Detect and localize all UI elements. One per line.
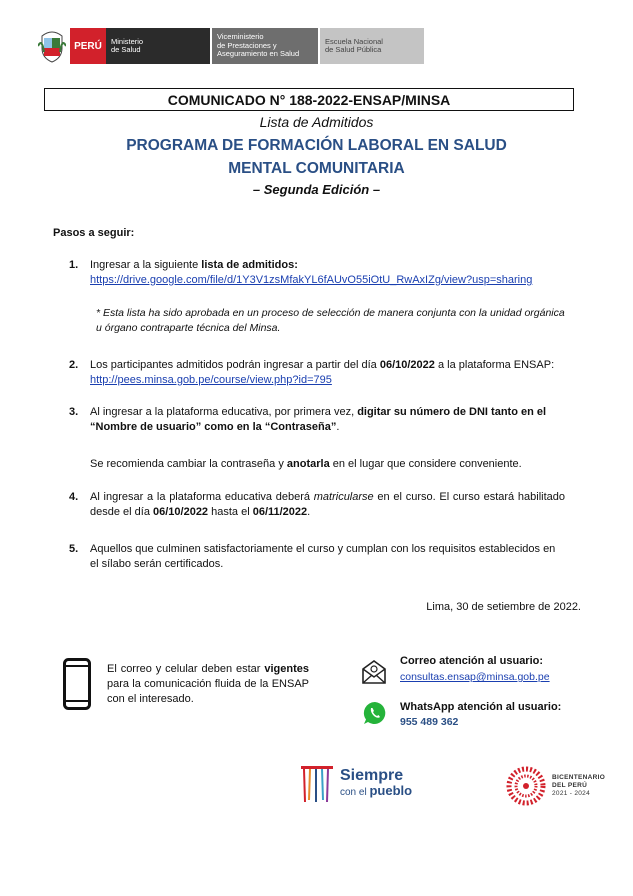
step-1-note: * Esta lista ha sido aprobada en un proceso de selección de manera conjunta con la unidad orgánica u órgano contraparte técnica del Minsa.: [96, 307, 565, 334]
step-number: 4.: [69, 491, 79, 503]
peru-badge: PERÚ: [70, 28, 106, 64]
step-number: 1.: [69, 259, 79, 271]
email-link[interactable]: consultas.ensap@minsa.gob.pe: [400, 671, 550, 683]
step-4: 4. Al ingresar a la plataforma educativa deberá matricularse en el curso. El curso estará habilitado desde el día 06/10/2022 hasta el 06/11/2022.: [69, 491, 565, 518]
program-title: PROGRAMA DE FORMACIÓN LABORAL EN SALUD MENTAL COMUNITARIA: [126, 137, 507, 177]
email-icon: [360, 658, 388, 686]
document-subtitle: Lista de Admitidos: [259, 114, 374, 130]
contact-notice: El correo y celular deben estar vigentes para la comunicación fluida de la ENSAP con el interesado.: [107, 663, 309, 705]
document-date: Lima, 30 de setiembre de 2022.: [426, 601, 581, 613]
step-number: 3.: [69, 406, 79, 418]
escuela-label: Escuela Nacional de Salud Pública: [320, 28, 424, 64]
step-1: 1. Ingresar a la siguiente lista de admitidos: https://drive.google.com/file/d/1Y3V1zsMfakYL6fAUvO55iOtU_RwAxIZg/view?usp=sharing: [69, 259, 533, 286]
viceministerio-label: Viceministerio de Prestaciones y Aseguramiento en Salud: [212, 28, 318, 64]
siempre-con-el-pueblo-logo: Siempre con el pueblo: [300, 764, 412, 804]
whatsapp-icon: [362, 700, 388, 726]
bicentenario-logo: BICENTENARIO DEL PERÚ 2021 - 2024: [506, 764, 605, 808]
admitted-list-link[interactable]: https://drive.google.com/file/d/1Y3V1zsMfakYL6fAUvO55iOtU_RwAxIZg/view?usp=sharing: [90, 274, 533, 286]
coat-of-arms-icon: [38, 28, 66, 64]
email-contact-title: Correo atención al usuario:: [400, 655, 544, 667]
steps-heading: Pasos a seguir:: [53, 227, 135, 239]
document-title: COMUNICADO N° 188-2022-ENSAP/MINSA: [44, 88, 574, 111]
edition-label: – Segunda Edición –: [252, 182, 381, 197]
step-number: 5.: [69, 543, 79, 555]
step-3: 3. Al ingresar a la plataforma educativa, por primera vez, digitar su número de DNI tanto en el “Nombre de usuario” como en la “Contraseña”.: [69, 406, 547, 433]
siempre-logo-icon: [300, 764, 334, 804]
step-number: 2.: [69, 359, 79, 371]
step-5: 5. Aquellos que culminen satisfactoriamente el curso y cumplan con los requisitos establecidos en el sílabo serán certificados.: [69, 543, 556, 570]
header-banner: [38, 28, 424, 64]
step-2: 2. Los participantes admitidos podrán ingresar a partir del día 06/10/2022 a la plataforma ENSAP: http://pees.minsa.gob.pe/course/view.php?id=795: [69, 359, 555, 386]
ensap-platform-link[interactable]: http://pees.minsa.gob.pe/course/view.php?id=795: [90, 374, 332, 386]
bicentenario-emblem-icon: [506, 766, 546, 806]
whatsapp-number: 955 489 362: [400, 716, 459, 728]
ministerio-label: Ministerio de Salud: [106, 28, 210, 64]
whatsapp-contact-title: WhatsApp atención al usuario:: [400, 701, 562, 713]
password-recommendation: Se recomienda cambiar la contraseña y anotarla en el lugar que considere conveniente.: [90, 458, 522, 470]
mobile-phone-icon: [63, 658, 91, 710]
